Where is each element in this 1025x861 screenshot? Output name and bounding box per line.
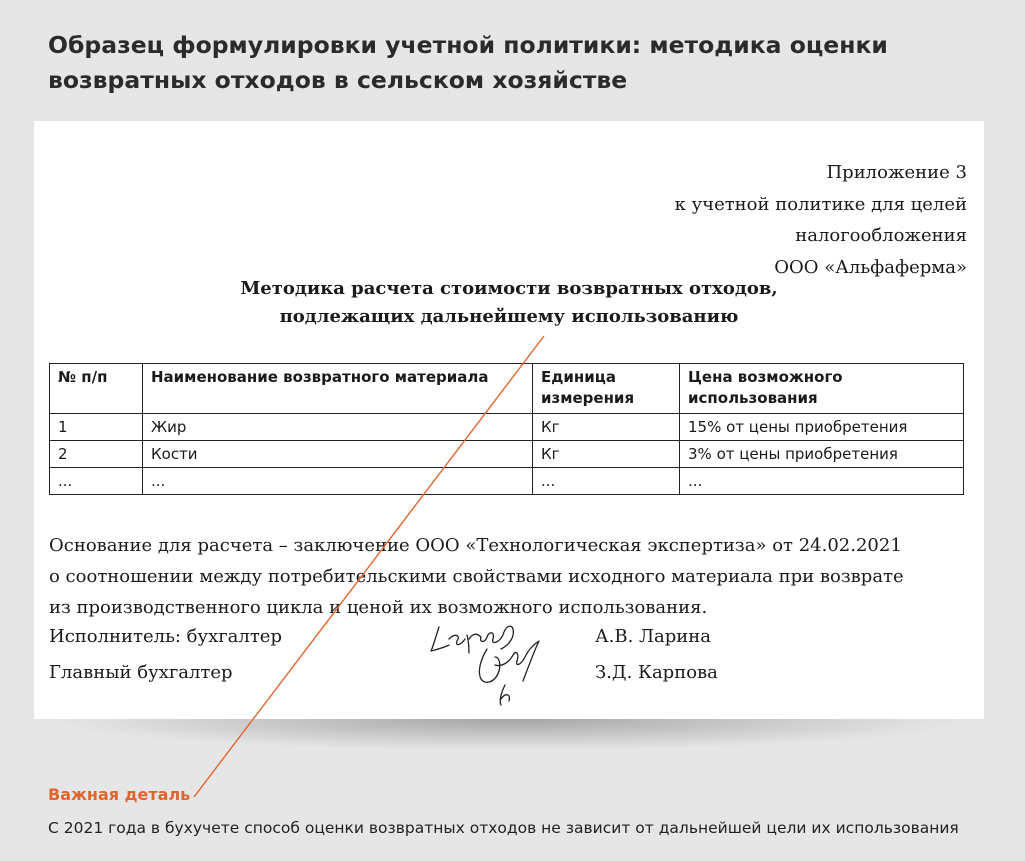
cell-material: Кости xyxy=(143,441,533,468)
header-number: № п/п xyxy=(50,364,143,414)
cell-price: ... xyxy=(680,468,964,495)
page-title-line-1: Образец формулировки учетной политики: методика оценки xyxy=(48,31,888,59)
header-material: Наименование возвратного материала xyxy=(143,364,533,414)
cell-unit: ... xyxy=(533,468,680,495)
cell-number: ... xyxy=(50,468,143,495)
cell-price: 15% от цены приобретения xyxy=(680,414,964,441)
callout-title: Важная деталь xyxy=(48,785,191,804)
appendix-line-2: к учетной политике для целей xyxy=(674,193,967,215)
appendix-line-3: налогообложения xyxy=(795,225,967,246)
cell-number: 1 xyxy=(50,414,143,441)
appendix-line-1: Приложение 3 xyxy=(826,162,967,183)
signer-role-accountant: Исполнитель: бухгалтер xyxy=(49,626,282,647)
basis-line-3: из производственного цикла и ценой их возможного использования. xyxy=(49,597,708,618)
basis-line-2: о соотношении между потребительскими свойствами исходного материала при возврате xyxy=(49,566,904,587)
callout-text: С 2021 года в бухучете способ оценки возвратных отходов не зависит от дальнейшей цели их использования xyxy=(48,819,959,837)
document-title-line-2: подлежащих дальнейшему использованию xyxy=(279,306,739,327)
signer-name-accountant: А.В. Ларина xyxy=(595,626,712,647)
cell-number: 2 xyxy=(50,441,143,468)
cell-unit: Кг xyxy=(533,441,680,468)
basis-line-1: Основание для расчета – заключение ООО «Технологическая экспертиза» от 24.02.2021 xyxy=(49,535,902,556)
signer-role-chief-accountant: Главный бухгалтер xyxy=(49,662,233,683)
appendix-line-4: ООО «Альфаферма» xyxy=(774,256,967,278)
cell-price: 3% от цены приобретения xyxy=(680,441,964,468)
cell-material: Жир xyxy=(143,414,533,441)
signer-name-chief-accountant: З.Д. Карпова xyxy=(595,662,718,683)
cell-material: ... xyxy=(143,468,533,495)
document-title-line-1: Методика расчета стоимости возвратных отходов, xyxy=(240,278,778,299)
header-price: Цена возможного использования xyxy=(680,364,964,414)
page-title-line-2: возвратных отходов в сельском хозяйстве xyxy=(48,66,628,94)
cell-unit: Кг xyxy=(533,414,680,441)
header-unit: Единица измерения xyxy=(533,364,680,414)
